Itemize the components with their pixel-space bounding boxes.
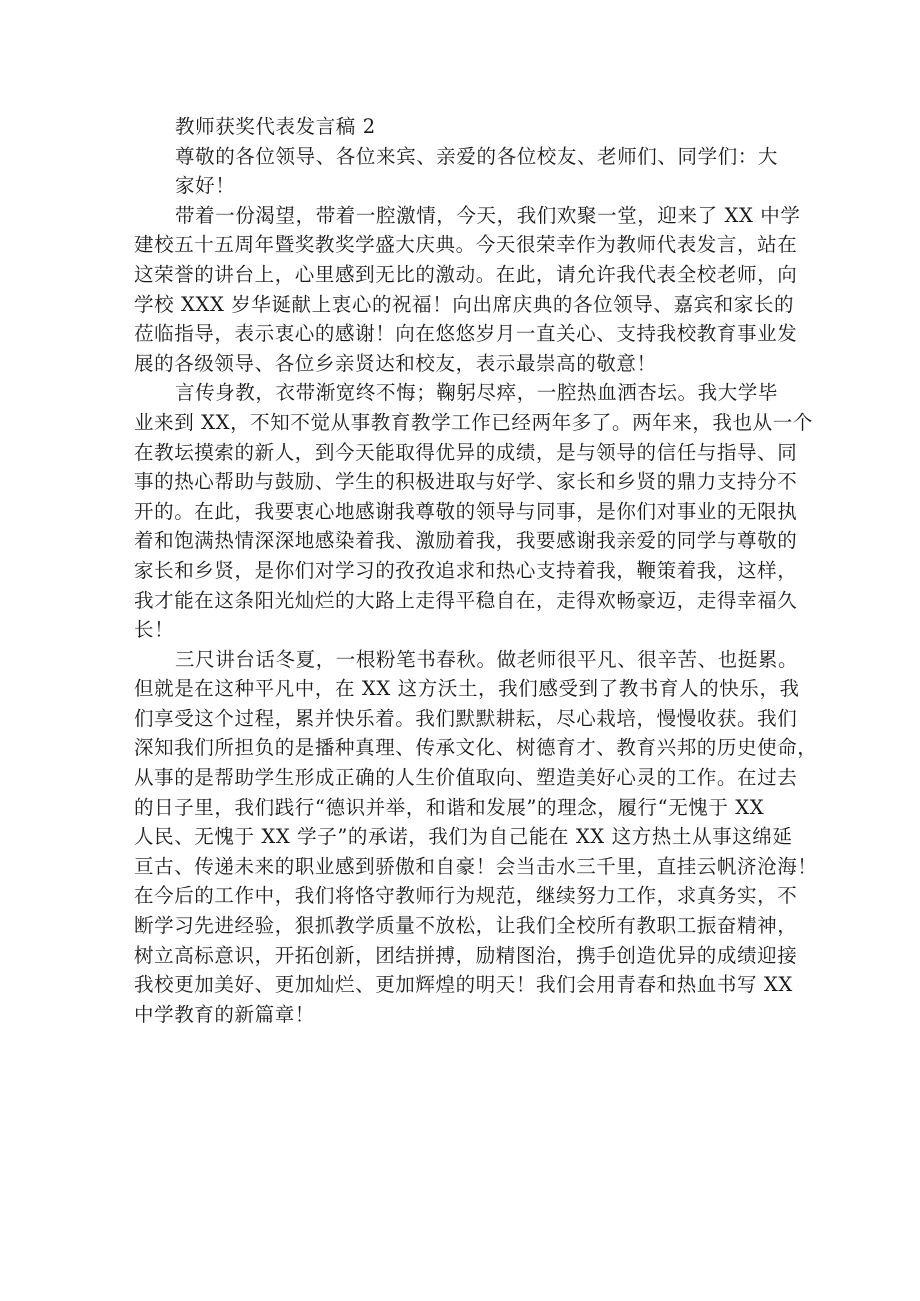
salutation-line: 家好！ [175, 174, 236, 198]
paragraph-line: 三尺讲台话冬夏，一根粉笔书春秋。做老师很平凡、很辛苦、也挺累。 [175, 647, 799, 671]
paragraph-line: 长！ [134, 618, 175, 642]
paragraph-line: 业来到 XX，不知不觉从事教育教学工作已经两年多了。两年来，我也从一个 [134, 410, 813, 434]
paragraph-line: 言传身教，衣带渐宽终不悔；鞠躬尽瘁，一腔热血洒杏坛。我大学毕 [175, 381, 779, 405]
paragraph-line: 亘古、传递未来的职业感到骄傲和自豪！会当击水三千里，直挂云帆济沧海！ [134, 854, 818, 878]
paragraph-line: 在教坛摸索的新人，到今天能取得优异的成绩，是与领导的信任与指导、同 [134, 440, 798, 464]
paragraph-line: 建校五十五周年暨奖教奖学盛大庆典。今天很荣幸作为教师代表发言，站在 [134, 233, 798, 257]
paragraph-line: 人民、无愧于 XX 学子”的承诺，我们为自己能在 XX 这方热土从事这绵延 [134, 825, 793, 849]
paragraph-line: 这荣誉的讲台上，心里感到无比的激动。在此，请允许我代表全校老师，向 [134, 262, 798, 286]
paragraph-line: 学校 XXX 岁华诞献上衷心的祝福！向出席庆典的各位领导、嘉宾和家长的 [134, 292, 795, 316]
paragraph-line: 树立高标意识，开拓创新，团结拼搏，励精图治，携手创造优异的成绩迎接 [134, 943, 798, 967]
paragraph-line: 事的热心帮助与鼓励、学生的积极进取与好学、家长和乡贤的鼎力支持分不 [134, 470, 798, 494]
paragraph [134, 378, 813, 644]
paragraph-line: 家长和乡贤，是你们对学习的孜孜追求和热心支持着我，鞭策着我，这样， [134, 558, 798, 582]
paragraph-line: 的日子里，我们践行“德识并举，和谐和发展”的理念，履行“无愧于 XX [134, 795, 765, 819]
paragraph [134, 645, 818, 1030]
paragraph-line: 我校更加美好、更加灿烂、更加辉煌的明天！我们会用青春和热血书写 XX [134, 973, 793, 997]
paragraph [134, 201, 801, 379]
paragraph-line: 开的。在此，我要衷心地感谢我尊敬的领导与同事，是你们对事业的无限执 [134, 499, 798, 523]
salutation-line: 尊敬的各位领导、各位来宾、亲爱的各位校友、老师们、同学们：大 [175, 144, 779, 168]
paragraph-line: 们享受这个过程，累并快乐着。我们默默耕耘，尽心栽培，慢慢收获。我们 [134, 706, 798, 730]
paragraph-line: 我才能在这条阳光灿烂的大路上走得平稳自在，走得欢畅豪迈，走得幸福久 [134, 588, 798, 612]
paragraph-line: 在今后的工作中，我们将恪守教师行为规范，继续努力工作，求真务实，不 [134, 884, 798, 908]
paragraph-line: 莅临指导，表示衷心的感谢！向在悠悠岁月一直关心、支持我校教育事业发 [134, 322, 798, 346]
paragraph-line: 断学习先进经验，狠抓教学质量不放松，让我们全校所有教职工振奋精神， [134, 914, 798, 938]
paragraph-line: 中学教育的新篇章！ [134, 1002, 315, 1026]
paragraph-line: 着和饱满热情深深地感染着我、激励着我，我要感谢我亲爱的同学与尊敬的 [134, 529, 798, 553]
document-page [134, 112, 818, 1029]
paragraph-line: 从事的是帮助学生形成正确的人生价值取向、塑造美好心灵的工作。在过去 [134, 766, 798, 790]
document-title: 教师获奖代表发言稿 2 [175, 115, 376, 138]
paragraph-line: 展的各级领导、各位乡亲贤达和校友，表示最崇高的敬意！ [134, 351, 657, 375]
paragraph-line: 但就是在这种平凡中，在 XX 这方沃土，我们感受到了教书育人的快乐，我 [134, 677, 800, 701]
paragraph-line: 带着一份渴望，带着一腔激情，今天，我们欢聚一堂，迎来了 XX 中学 [175, 203, 801, 227]
paragraph-line: 深知我们所担负的是播种真理、传承文化、树德育才、教育兴邦的历史使命， [134, 736, 818, 760]
